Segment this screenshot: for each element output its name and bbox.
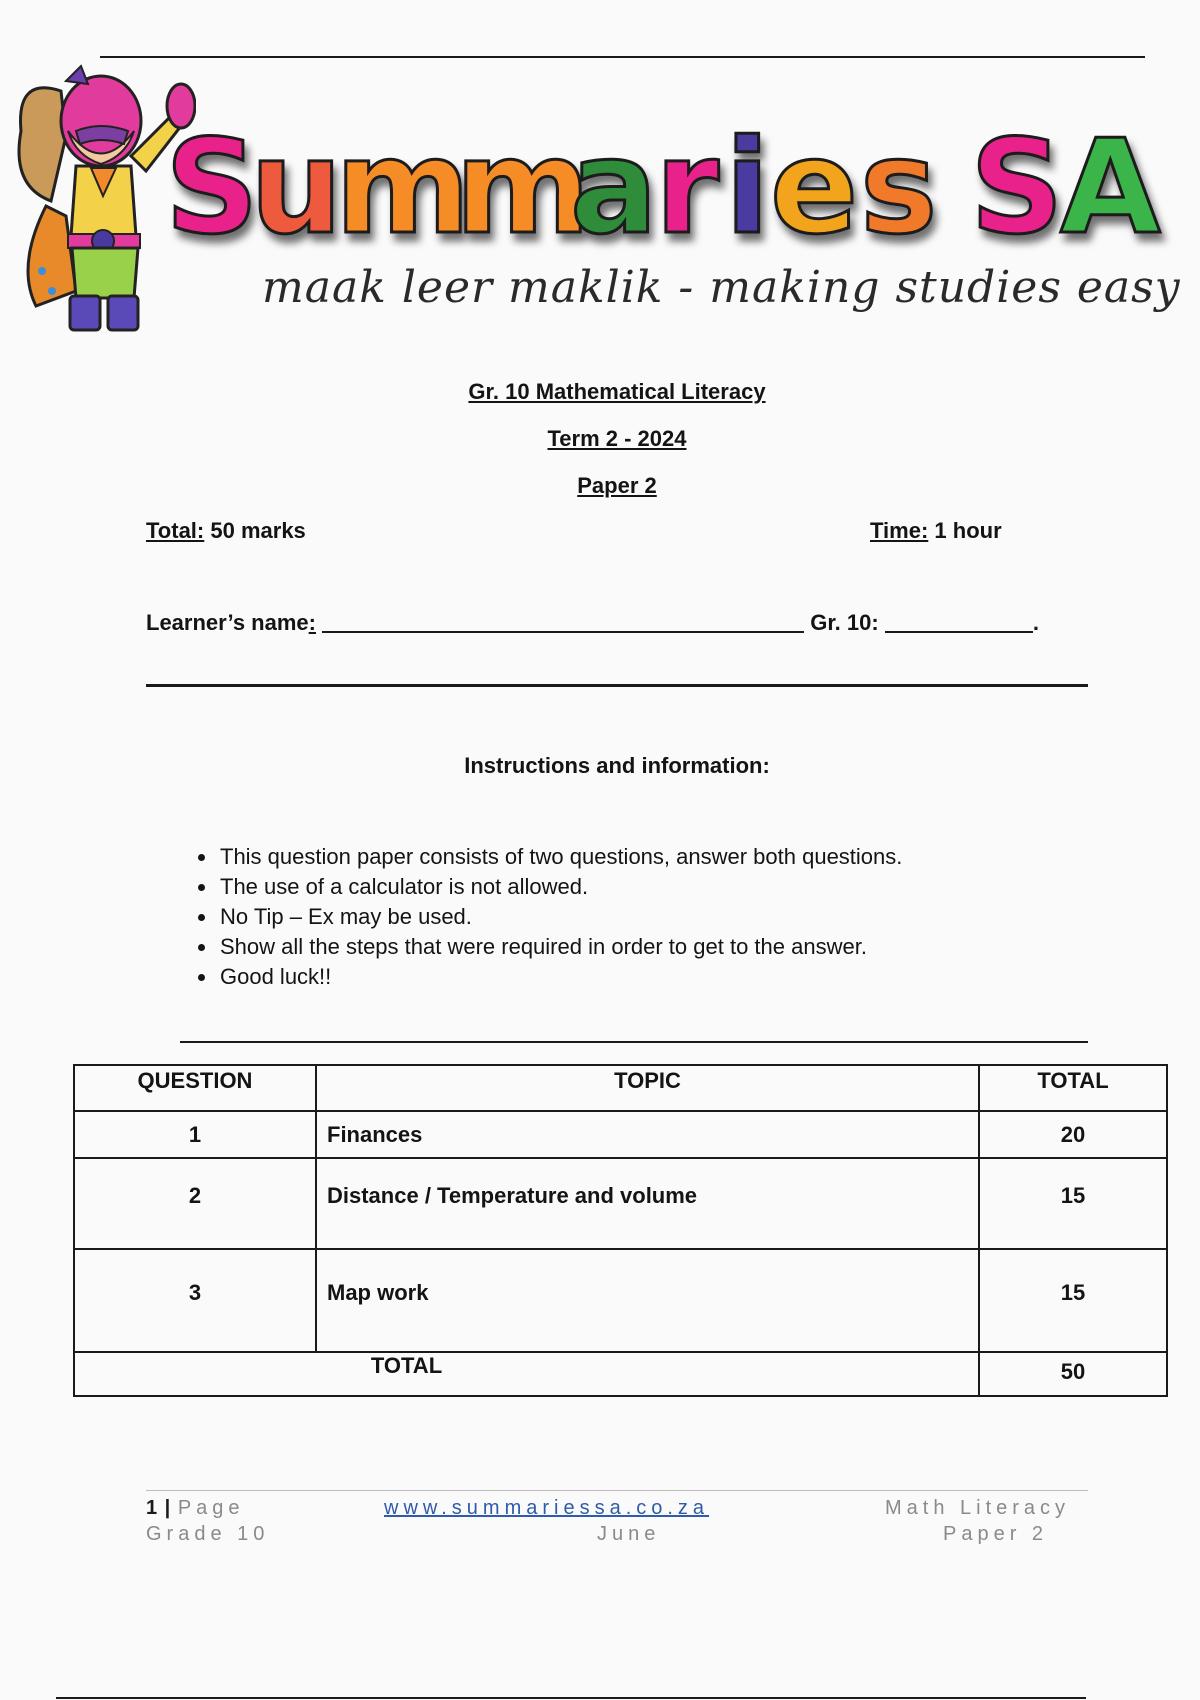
svg-text:m: m [455, 120, 591, 263]
svg-text:m: m [335, 120, 471, 263]
footer-paper: Paper 2 [943, 1523, 1049, 1545]
subject-title: Gr. 10 Mathematical Literacy [468, 379, 766, 404]
topic-name: Finances [316, 1111, 979, 1158]
footer-grade: Grade 10 [146, 1523, 270, 1545]
instructions-title: Instructions and information: [464, 753, 770, 778]
footer-subject: Math Literacy [885, 1497, 1071, 1519]
learner-name-label: Learner’s name [146, 610, 309, 635]
top-rule [100, 56, 1145, 58]
total-marks [146, 518, 306, 544]
svg-text:s: s [860, 120, 938, 263]
col-topic: TOPIC [316, 1065, 979, 1111]
svg-text:S: S [970, 120, 1064, 263]
time-label: Time: [870, 518, 929, 543]
tagline: maak leer maklik - making studies easy [262, 262, 1181, 313]
instructions-divider [180, 1041, 1088, 1043]
topic-total: 20 [979, 1111, 1167, 1158]
time-value: 1 hour [934, 518, 1002, 543]
paper-title: Paper 2 [577, 473, 657, 498]
term-title: Term 2 - 2024 [547, 426, 687, 451]
page-label: Page [177, 1497, 245, 1519]
svg-text:A: A [1060, 120, 1161, 263]
learner-name-field[interactable] [322, 631, 804, 633]
bottom-rule [56, 1697, 1086, 1699]
grade-field[interactable] [885, 631, 1033, 633]
total-row-label: TOTAL [74, 1352, 979, 1396]
question-number: 3 [74, 1249, 316, 1352]
topic-total: 15 [979, 1158, 1167, 1249]
topic-name: Map work [316, 1249, 979, 1352]
list-item: • The use of a calculator is not allowed. [218, 872, 902, 902]
question-number: 1 [74, 1111, 316, 1158]
col-total: TOTAL [979, 1065, 1167, 1111]
table-row [74, 1111, 1167, 1158]
footer-rule [146, 1490, 1088, 1491]
learner-name-colon: : [308, 610, 316, 635]
list-item: • Good luck!! [218, 962, 902, 992]
svg-text:r: r [655, 120, 720, 263]
list-item: • This question paper consists of two questions, answer both questions. [218, 842, 902, 872]
instructions-list [180, 842, 902, 992]
footer-month: June [597, 1523, 661, 1545]
topics-table [73, 1064, 1168, 1397]
topic-name: Distance / Temperature and volume [316, 1158, 979, 1249]
table-row [74, 1249, 1167, 1352]
svg-text:i: i [725, 120, 770, 263]
table-header-row [74, 1065, 1167, 1111]
total-label: Total: [146, 518, 205, 543]
total-row-value: 50 [979, 1352, 1167, 1396]
section-divider [146, 684, 1088, 687]
footer-website [384, 1497, 709, 1520]
website-link[interactable]: www.summariessa.co.za [384, 1497, 710, 1519]
list-item: • Show all the steps that were required in order to get to the answer. [218, 932, 902, 962]
list-item: • No Tip – Ex may be used. [218, 902, 902, 932]
svg-text:e: e [770, 120, 859, 263]
question-number: 2 [74, 1158, 316, 1249]
footer-page: 1 | Page [146, 1497, 245, 1519]
table-total-row [74, 1352, 1167, 1396]
page-number: 1 [146, 1497, 159, 1519]
svg-text:a: a [570, 120, 658, 263]
grade-label: Gr. 10: [810, 610, 879, 635]
total-value: 50 marks [210, 518, 306, 543]
svg-text:u: u [250, 120, 343, 263]
learner-info-line: Learner’s name: Gr. 10: . [146, 610, 1039, 635]
time-allowed [870, 518, 1002, 544]
svg-text:S: S [165, 120, 259, 263]
topic-total: 15 [979, 1249, 1167, 1352]
col-question: QUESTION [74, 1065, 316, 1111]
table-row [74, 1158, 1167, 1249]
summaries-sa-logo [165, 120, 1200, 270]
